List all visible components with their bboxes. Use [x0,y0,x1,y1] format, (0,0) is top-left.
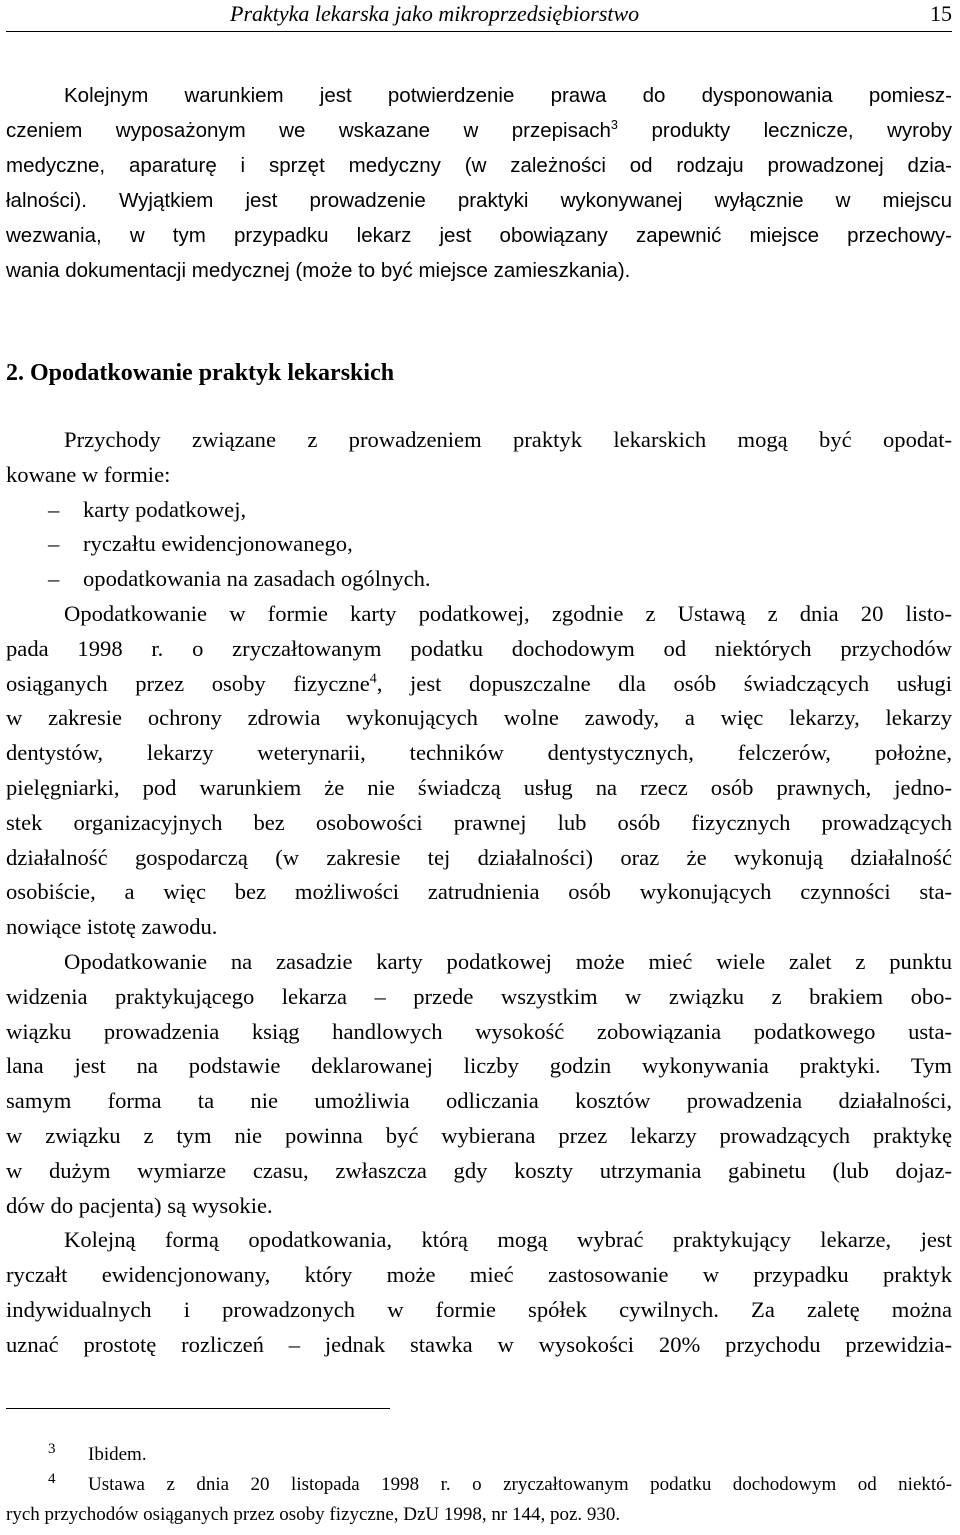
footnote-text: Ibidem. [88,1444,147,1465]
dash-bullet: – [48,496,60,522]
text-line: czeniem wyposażonym we wskazane w przepisach$^3$ produkty lecznicze, wyroby [6,117,952,142]
text-line: Kolejną formą opodatkowania, którą mogą wybrać praktykujący lekarze, jest [64,1227,952,1253]
text-line: osiąganych przez osoby fizyczne$^4$, jest dopuszczalne dla osób świadczących usługi [6,670,952,696]
page-header [6,0,952,32]
page-number: 15 [930,1,952,26]
footnote-text: Ustawa z dnia 20 listopada 1998 r. o zryczałtowanym podatku dochodowym od niektó- [88,1474,952,1495]
section-heading: 2. Opodatkowanie praktyk lekarskich [6,360,395,386]
text-line: samym forma ta nie umożliwia odliczania kosztów prowadzenia działalności, [6,1088,952,1114]
text-line: Kolejnym warunkiem jest potwierdzenie prawa do dysponowania pomiesz- [64,84,952,107]
paragraph-premises [6,78,952,288]
text-line: w związku z tym nie powinna być wybierana przez lekarzy prowadzących praktykę [6,1122,952,1148]
section-body [6,423,952,1363]
text-line: stek organizacyjnych bez osobowości prawnej lub osób fizycznych prowadzących [6,809,952,835]
text-line: indywidualnych i prowadzonych w formie spółek cywilnych. Za zaletę można [6,1296,952,1322]
text-line: medyczne, aparaturę i sprzęt medyczny (w zależności od rodzaju prowadzonej dzia- [6,154,952,177]
text-line: lana jest na podstawie deklarowanej liczby godzin wykonywania praktyki. Tym [6,1053,952,1079]
footnote-4 [6,1470,952,1500]
text-line: widzenia praktykującego lekarza – przede wszystkim w związku z brakiem obo- [6,983,952,1009]
list-item: – karty podatkowej, [6,493,952,528]
text-line: uznać prostotę rozliczeń – jednak stawka w wysokości 20% przychodu przewidzia- [6,1331,952,1357]
text-line: nowiące istotę zawodu. [6,914,218,940]
text-line: kowane w formie: [6,461,171,487]
footnote-ref: 3 [610,117,618,133]
text-line: wiązku prowadzenia ksiąg handlowych wysokość zobowiązania podatkowego usta- [6,1018,952,1044]
list-item: – ryczałtu ewidencjonowanego, [6,527,952,562]
list-item: – opodatkowania na zasadach ogólnych. [6,562,952,597]
text-line: dów do pacjenta) są wysokie. [6,1192,273,1218]
text-line: pada 1998 r. o zryczałtowanym podatku dochodowym od niektórych przychodów [6,635,952,661]
text-line: łalności). Wyjątkiem jest prowadzenie praktyki wykonywanej wyłącznie w miejscu [6,189,952,212]
text-line: działalność gospodarczą (w zakresie tej działalności) oraz że wykonują działalność [6,844,952,870]
text-line: Opodatkowanie na zasadzie karty podatkowej może mieć wiele zalet z punktu [64,948,952,974]
footnote-text: rych przychodów osiąganych przez osoby fizyczne, DzU 1998, nr 144, poz. 930. [6,1504,621,1525]
footnote-ref: 4 [369,671,377,687]
text-line: w dużym wymiarze czasu, zwłaszcza gdy koszty utrzymania gabinetu (lub dojaz- [6,1157,952,1183]
text-line: wezwania, w tym przypadku lekarz jest obowiązany zapewnić miejsce przechowy- [6,224,952,247]
footnote-number: 3 [48,1441,56,1457]
dash-bullet: – [48,531,60,557]
text-line: ryczałt ewidencjonowany, który może mieć zastosowanie w przypadku praktyk [6,1262,952,1288]
running-title: Praktyka lekarska jako mikroprzedsiębiorstwo [230,1,640,26]
text-line: Przychody związane z prowadzeniem praktyk lekarskich mogą być opodat- [64,427,952,452]
dash-bullet: – [48,566,60,592]
text-line: pielęgniarki, pod warunkiem że nie świadczą usług na rzecz osób prawnych, jedno- [6,774,952,800]
text-line: dentystów, lekarzy weterynarii, techników dentystycznych, felczerów, położne, [6,740,952,766]
footnotes [6,1440,952,1530]
footnote-separator [6,1408,390,1409]
footnote-number: 4 [48,1471,56,1487]
footnote-3 [6,1440,952,1470]
text-line: wania dokumentacji medycznej (może to być miejsce zamieszkania). [6,259,631,282]
text-line: w zakresie ochrony zdrowia wykonujących wolne zawody, a więc lekarzy, lekarzy [6,705,952,731]
text-line: Opodatkowanie w formie karty podatkowej, zgodnie z Ustawą z dnia 20 listo- [64,600,952,626]
text-line: osobiście, a więc bez możliwości zatrudnienia osób wykonujących czynności sta- [6,879,952,905]
